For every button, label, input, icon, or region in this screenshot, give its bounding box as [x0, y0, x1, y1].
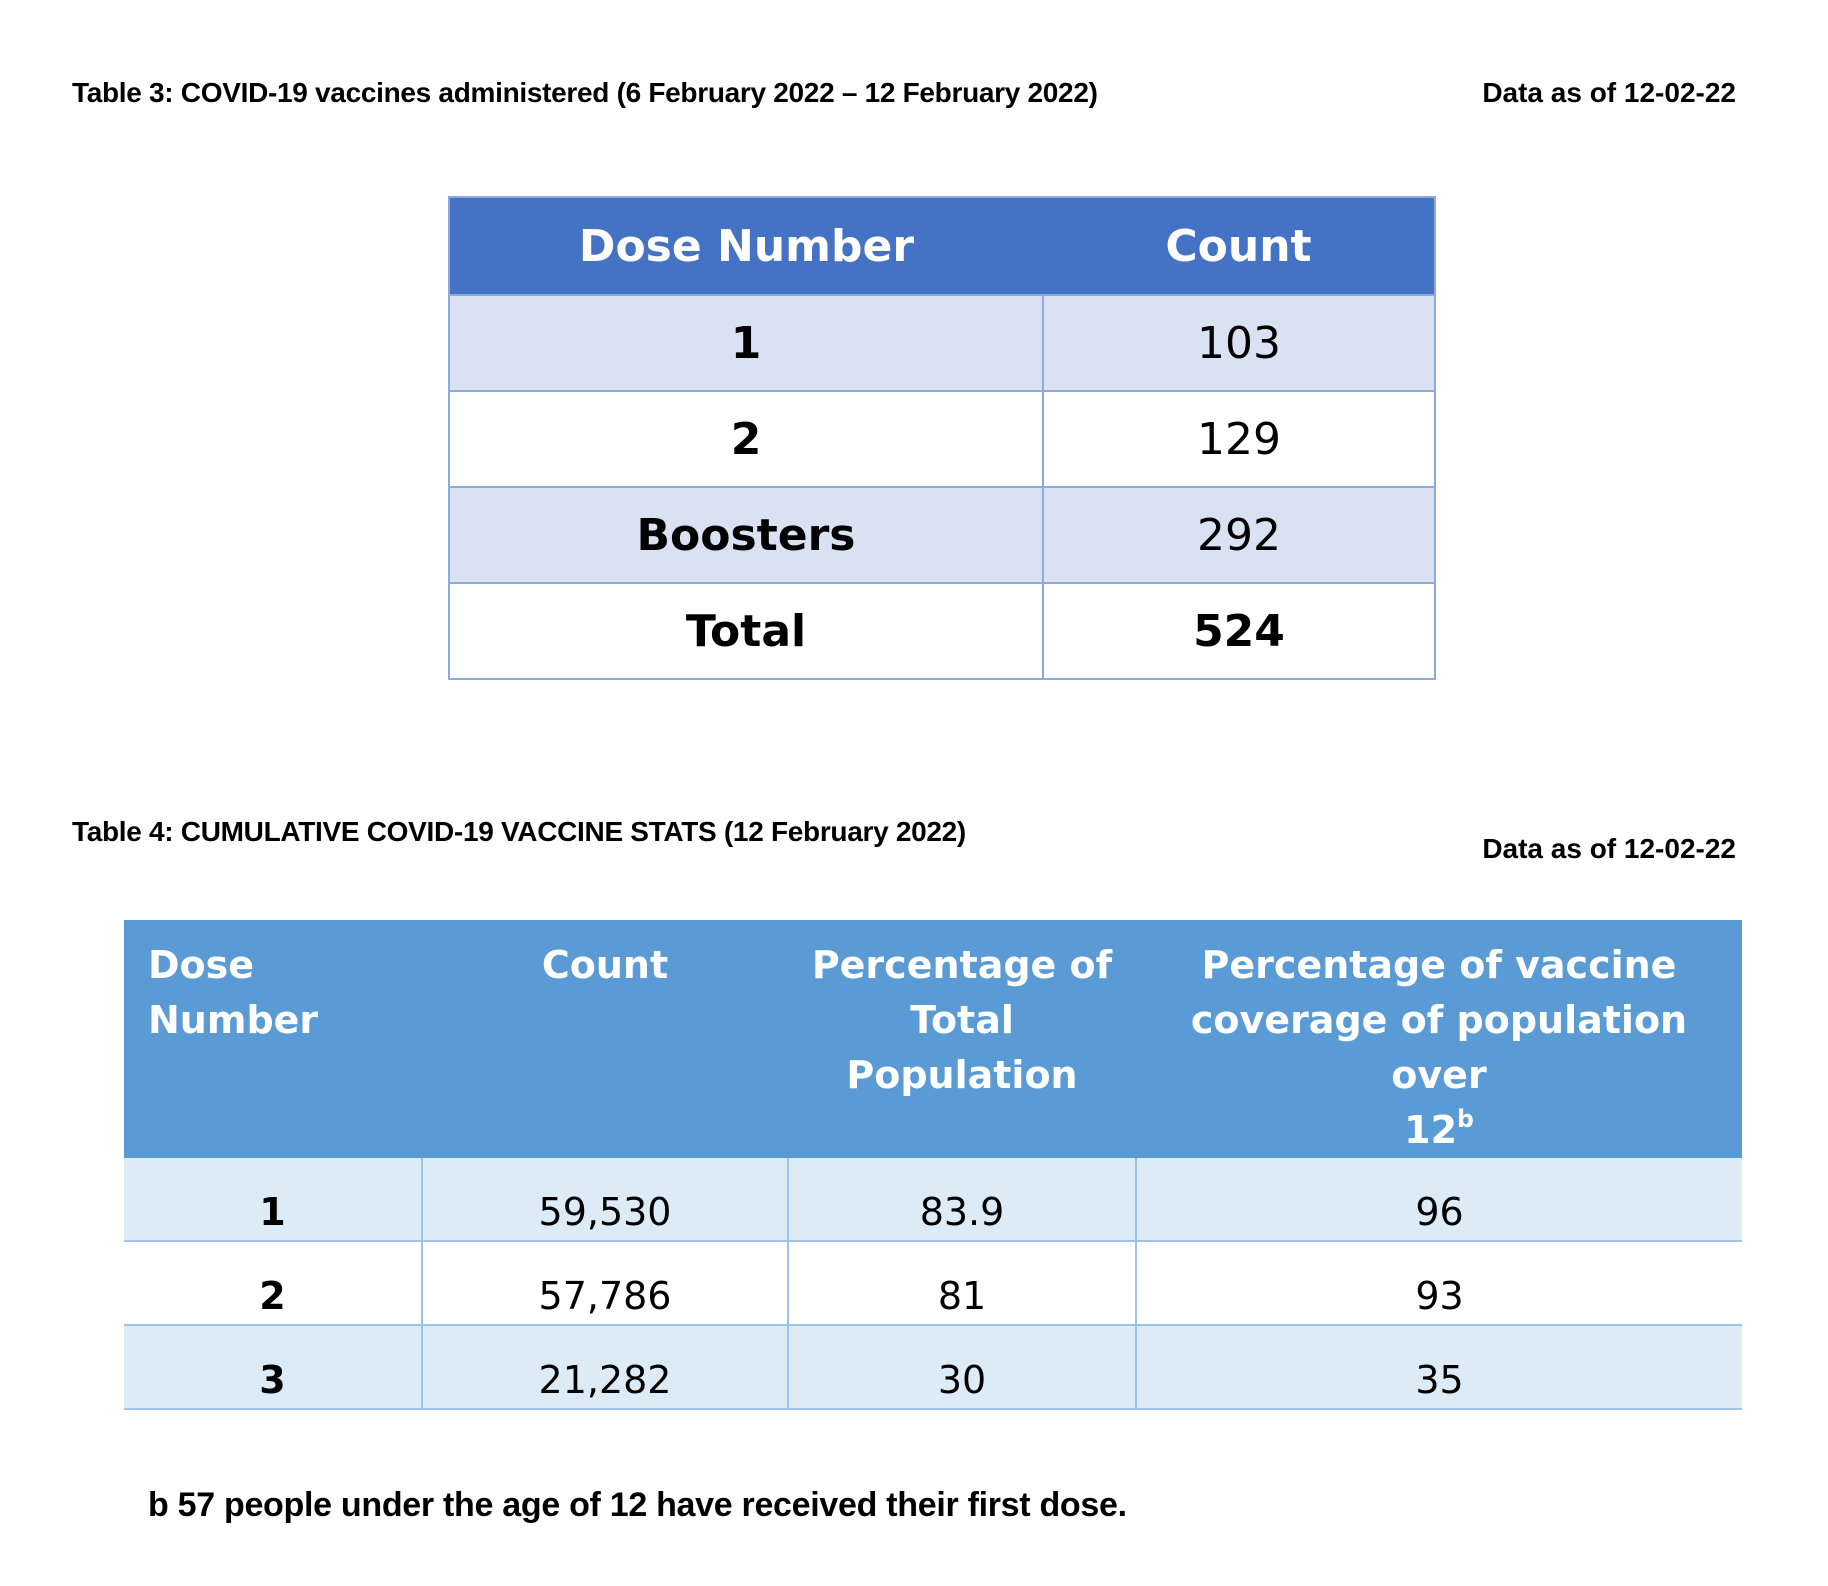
table4-header-pct-total-population: [788, 920, 1136, 1158]
table3-total-row: [449, 583, 1435, 679]
table4-header-row: [124, 920, 1742, 1158]
header-line: Percentage of: [811, 943, 1113, 987]
table4-cell-count: 57,786: [422, 1241, 788, 1325]
table4-cell-dose: 3: [124, 1325, 422, 1409]
table4-cell-dose: 1: [124, 1158, 422, 1241]
table3-cell-count: 129: [1043, 391, 1435, 487]
table3-header-count: Count: [1043, 197, 1435, 295]
table4-cell-pct-total: 30: [788, 1325, 1136, 1409]
table4-cell-pct-over12: 96: [1136, 1158, 1742, 1241]
table3-header-dose-number: Dose Number: [449, 197, 1043, 295]
header-line: Total Population: [846, 998, 1078, 1097]
footnote-marker: b: [1457, 1105, 1474, 1133]
table4-header-count: Count: [422, 920, 788, 1158]
footnote: b 57 people under the age of 12 have received their first dose.: [148, 1486, 1127, 1524]
header-line: 12: [1404, 1108, 1458, 1152]
table4-caption: Table 4: CUMULATIVE COVID-19 VACCINE STATS (12 February 2022): [72, 816, 966, 847]
header-line: Percentage of vaccine: [1201, 943, 1677, 987]
table-row: [124, 1158, 1742, 1241]
table-row: [124, 1241, 1742, 1325]
table4-cell-count: 59,530: [422, 1158, 788, 1241]
table3-vaccines-administered: [448, 196, 1436, 680]
table-row: [124, 1325, 1742, 1409]
table4-cumulative-vaccine-stats: [124, 920, 1742, 1410]
table3-caption: Table 3: COVID-19 vaccines administered (6 February 2022 – 12 February 2022): [72, 77, 1098, 108]
table4-cell-pct-over12: 93: [1136, 1241, 1742, 1325]
table3-cell-dose: 1: [449, 295, 1043, 391]
table3-header-row: [449, 197, 1435, 295]
table3-cell-dose: Boosters: [449, 487, 1043, 583]
table-row: [449, 295, 1435, 391]
table-row: [449, 391, 1435, 487]
table3-cell-count: 103: [1043, 295, 1435, 391]
table4-header-dose-number: Dose Number: [124, 920, 422, 1158]
table4-cell-count: 21,282: [422, 1325, 788, 1409]
header-line: coverage of population over: [1190, 998, 1688, 1097]
table-row: [449, 487, 1435, 583]
table3-cell-dose: Total: [449, 583, 1043, 679]
table3-cell-count: 524: [1043, 583, 1435, 679]
table4-cell-dose: 2: [124, 1241, 422, 1325]
table4-data-as-of: Data as of 12-02-22: [1482, 833, 1736, 864]
table4-header-pct-over-12: [1136, 920, 1742, 1158]
table4-cell-pct-over12: 35: [1136, 1325, 1742, 1409]
table3-data-as-of: Data as of 12-02-22: [1482, 77, 1736, 108]
table3-cell-count: 292: [1043, 487, 1435, 583]
table4-cell-pct-total: 83.9: [788, 1158, 1136, 1241]
table3-cell-dose: 2: [449, 391, 1043, 487]
table4-cell-pct-total: 81: [788, 1241, 1136, 1325]
